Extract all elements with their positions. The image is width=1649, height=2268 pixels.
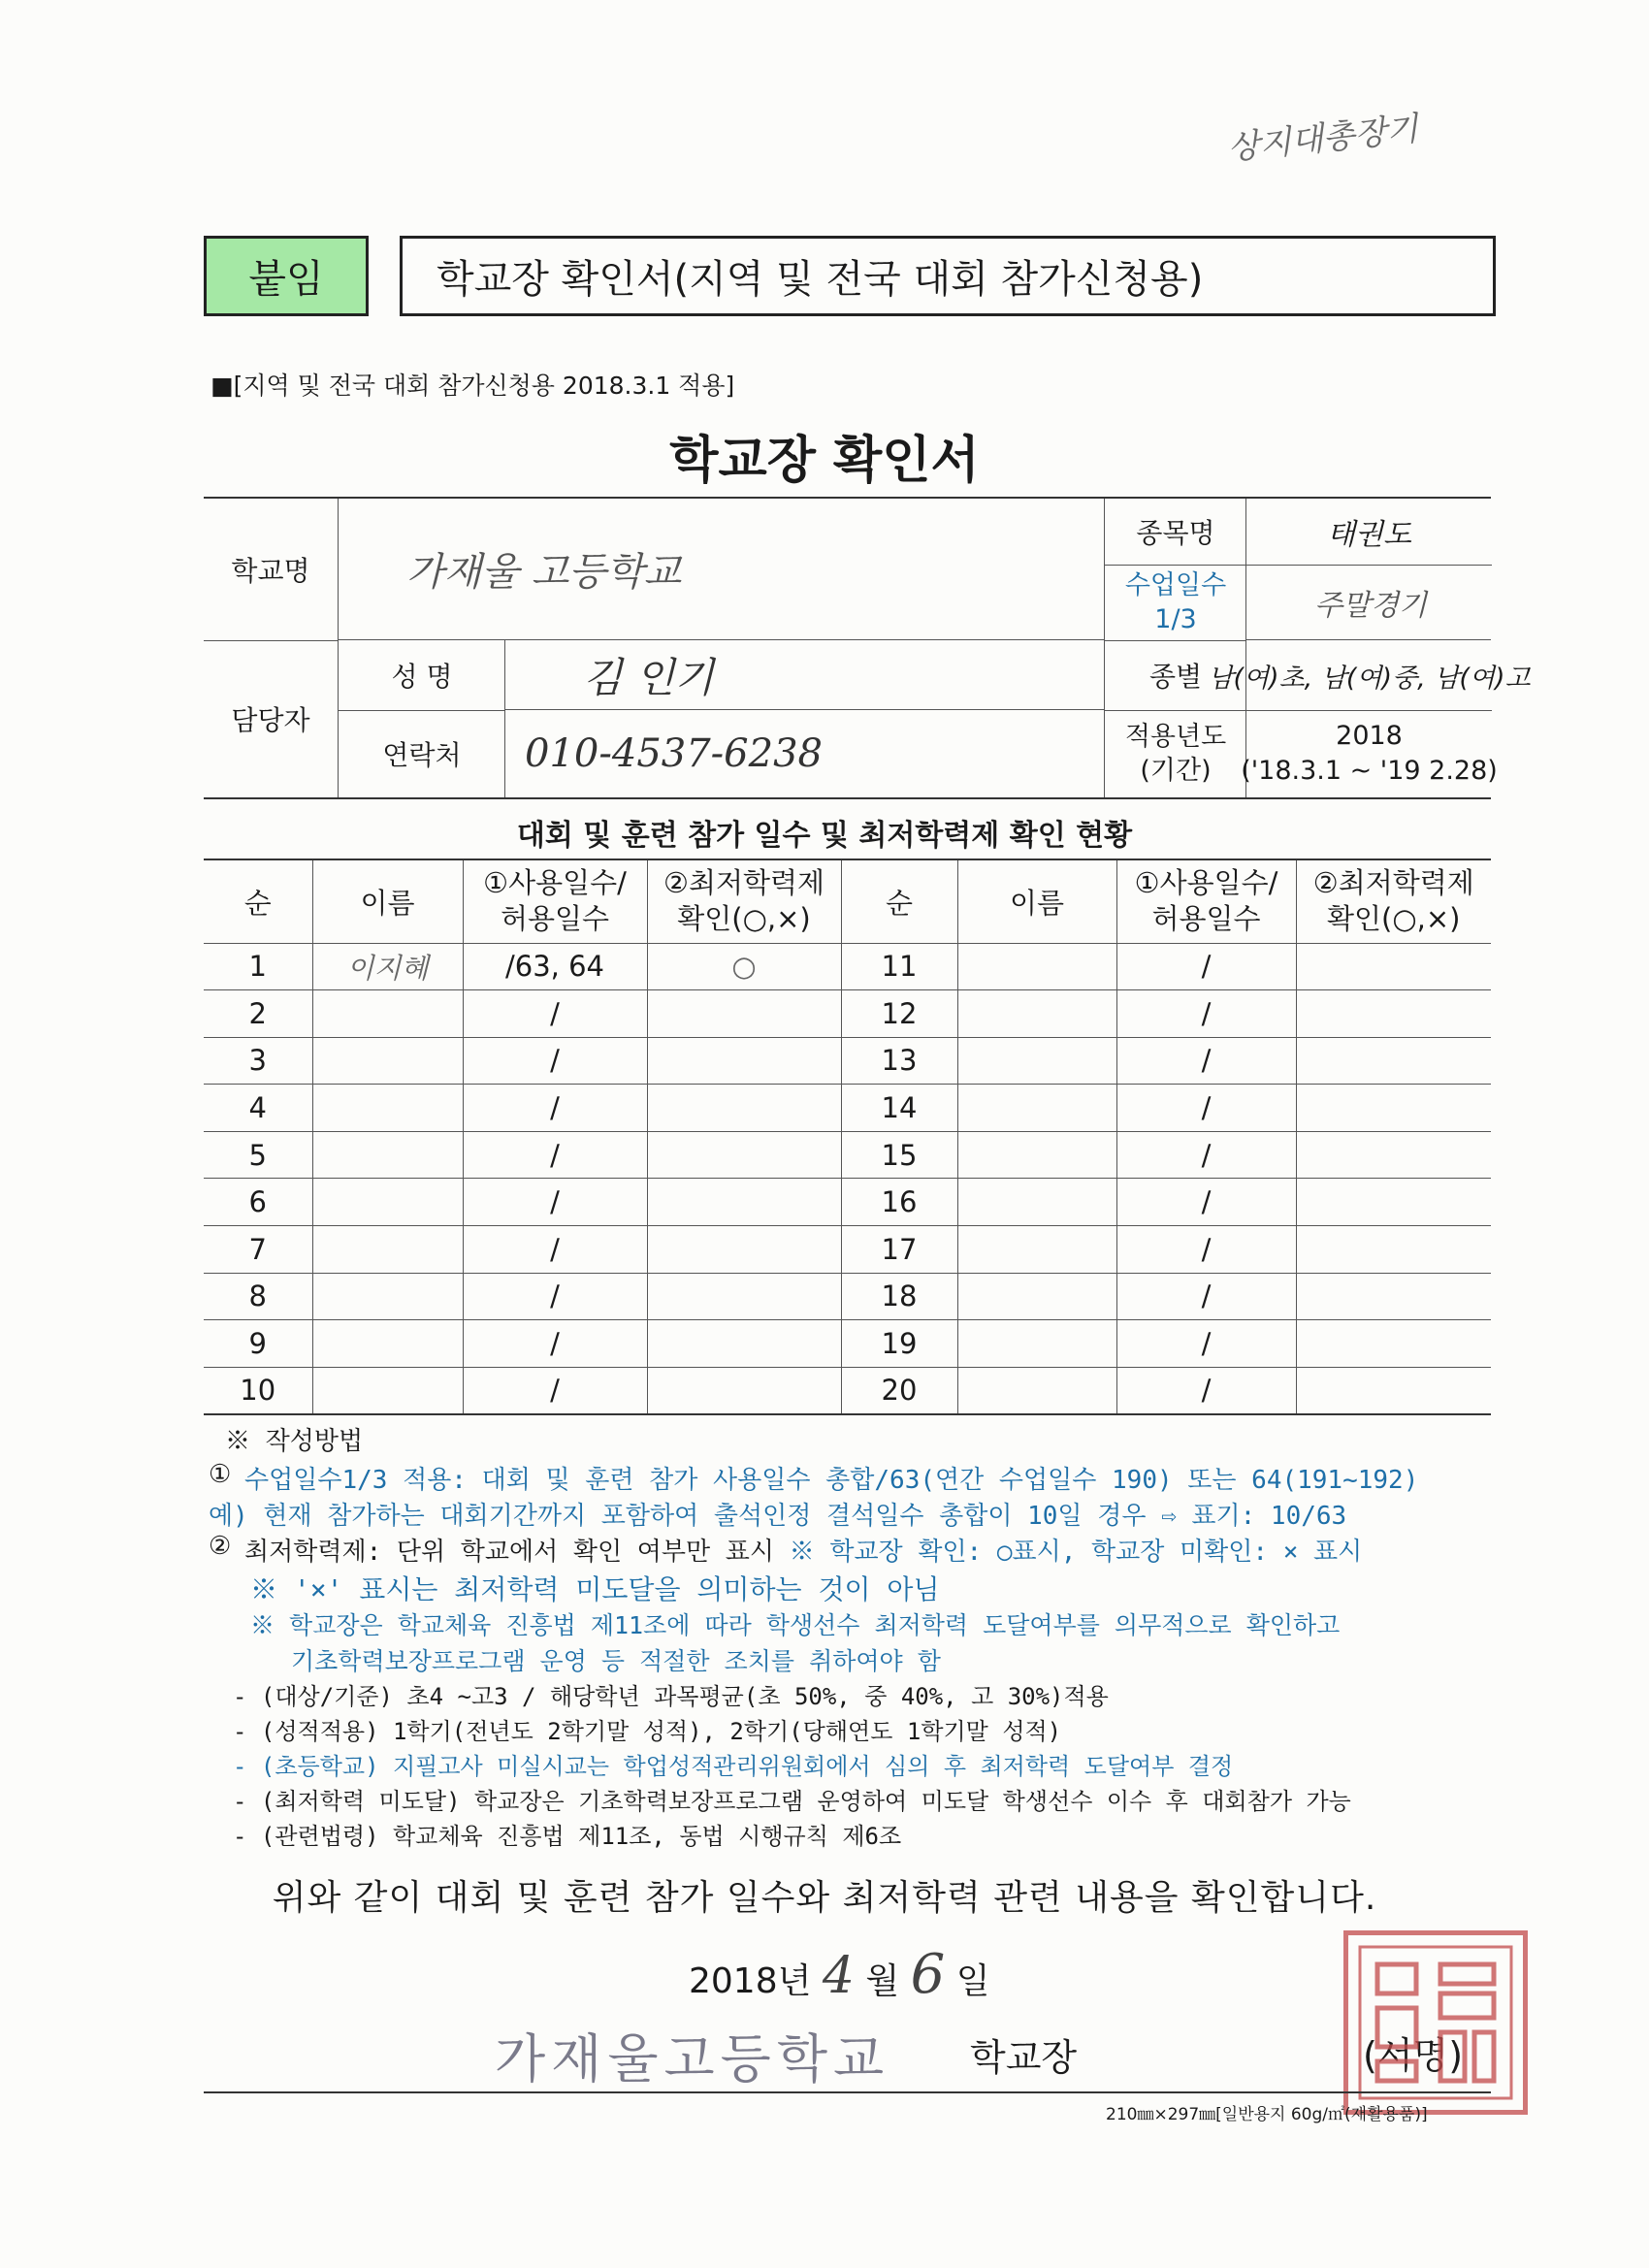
row-days: / xyxy=(463,1179,647,1226)
table-row xyxy=(204,1226,1491,1274)
info-table xyxy=(204,497,1531,799)
col-header-check-right-line1: ②최저학력제 xyxy=(1312,865,1474,899)
note-2 xyxy=(244,1532,1362,1568)
row-name xyxy=(312,1085,463,1132)
name-label: 성 명 xyxy=(338,640,505,711)
col-header-check xyxy=(647,859,841,943)
confirm-statement: 위와 같이 대회 및 훈련 참가 일수와 최저학력 관련 내용을 확인합니다. xyxy=(272,1878,1377,1918)
note-2-marker: ② xyxy=(209,1532,232,1561)
row-days: /63, 64 xyxy=(463,943,647,990)
row-name-right xyxy=(957,1273,1116,1320)
col-header-days-right-line1: ①사용일수/ xyxy=(1134,865,1278,899)
row-days: / xyxy=(463,1037,647,1085)
note-4-line1: ※ 학교장은 학교체육 진흥법 제11조에 따라 학생선수 최저학력 도달여부를 의무적으로 확인하고 xyxy=(250,1611,1341,1639)
row-check xyxy=(647,1179,841,1226)
kind-label: 종별 xyxy=(1104,640,1246,711)
row-days: / xyxy=(463,1085,647,1132)
row-name xyxy=(312,1226,463,1274)
event-label: 종목명 xyxy=(1104,499,1246,566)
row-check xyxy=(647,1273,841,1320)
row-no: 5 xyxy=(204,1131,312,1179)
row-check xyxy=(647,1226,841,1274)
col-header-days-right-line2: 허용일수 xyxy=(1151,902,1261,936)
name-value: 김 인기 xyxy=(504,640,1104,710)
row-name xyxy=(312,1179,463,1226)
row-check: ○ xyxy=(647,943,841,990)
row-check xyxy=(647,1085,841,1132)
principal-label: 학교장 xyxy=(970,2036,1078,2079)
note-1-line1: 수업일수1/3 적용: 대회 및 훈련 참가 사용일수 총합/63(연간 수업일수 190) 또는 64(191~192) xyxy=(244,1466,1419,1495)
date-month-unit: 월 xyxy=(865,1961,900,2001)
school-name-stamp: 가재울고등학교 xyxy=(495,2028,890,2090)
col-header-check-line1: ②최저학력제 xyxy=(663,865,825,899)
row-name-right xyxy=(957,990,1116,1038)
date-month: 4 xyxy=(822,1947,855,2005)
row-days: / xyxy=(463,1273,647,1320)
year-label-line2: (기간) xyxy=(1140,756,1212,786)
contact-value: 010-4537-6238 xyxy=(504,710,1104,797)
row-days-right: / xyxy=(1116,1367,1296,1414)
row-name: 이지혜 xyxy=(312,943,463,990)
date-day-unit: 일 xyxy=(955,1961,990,2001)
row-days: / xyxy=(463,990,647,1038)
year-label-line1: 적용년도 xyxy=(1124,721,1227,752)
row-name-right xyxy=(957,1367,1116,1414)
table-row xyxy=(204,1179,1491,1226)
row-check-right xyxy=(1296,1037,1491,1085)
attachment-badge-label: 붙임 xyxy=(248,257,324,302)
row-days-right: / xyxy=(1116,1226,1296,1274)
row-check-right xyxy=(1296,943,1491,990)
subheader: ■[지역 및 전국 대회 참가신청용 2018.3.1 적용] xyxy=(210,372,735,400)
table-row xyxy=(204,990,1491,1038)
bullet-2: - (성적적용) 1학기(전년도 2학기말 성적), 2학기(당해연도 1학기말 성적) xyxy=(233,1718,1062,1745)
row-check xyxy=(647,1131,841,1179)
row-days-right: / xyxy=(1116,1131,1296,1179)
row-check-right xyxy=(1296,1367,1491,1414)
manager-label: 담당자 xyxy=(231,704,310,736)
note-2-text: 최저학력제: 단위 학교에서 확인 여부만 표시 xyxy=(244,1538,775,1567)
year-label xyxy=(1104,710,1246,797)
row-no: 10 xyxy=(204,1367,312,1414)
notes-heading: ※ 작성방법 xyxy=(225,1427,364,1456)
kind-value: 남(여)초, 남(여)중, 남(여)고 xyxy=(1245,640,1492,711)
row-check xyxy=(647,990,841,1038)
col-header-name-right: 이름 xyxy=(957,859,1116,943)
row-no-right: 19 xyxy=(841,1320,957,1368)
note-3: ※ '×' 표시는 최저학력 미도달을 의미하는 것이 아님 xyxy=(250,1573,940,1605)
year-value-line1: 2018 xyxy=(1336,720,1403,751)
class-days-value: 주말경기 xyxy=(1245,565,1491,640)
row-check-right xyxy=(1296,1320,1491,1368)
header-title: 학교장 확인서(지역 및 전국 대회 참가신청용) xyxy=(436,257,1204,302)
date-day: 6 xyxy=(910,1943,946,2006)
row-name-right xyxy=(957,1085,1116,1132)
col-header-check-right-line2: 확인(○,×) xyxy=(1327,902,1461,936)
row-days-right: / xyxy=(1116,1037,1296,1085)
col-header-check-right xyxy=(1296,859,1491,943)
row-no-right: 14 xyxy=(841,1085,957,1132)
doc-title: 학교장 확인서 xyxy=(669,432,980,490)
col-header-days-line1: ①사용일수/ xyxy=(483,865,627,899)
row-name-right xyxy=(957,1179,1116,1226)
col-header-days-right xyxy=(1116,859,1296,943)
bullet-1: - (대상/기준) 초4 ~고3 / 해당학년 과목평균(초 50%, 중 40%, 고 30%)적용 xyxy=(233,1683,1109,1710)
row-days-right: / xyxy=(1116,943,1296,990)
table-row xyxy=(204,1367,1491,1414)
margin-note: 상지대총장기 xyxy=(1225,109,1420,169)
class-days-label-line1: 수업일수 xyxy=(1124,569,1227,600)
note-1-marker: ① xyxy=(209,1460,232,1489)
school-label: 학교명 xyxy=(204,499,338,641)
row-check-right xyxy=(1296,1131,1491,1179)
note-2-blue: ※ 학교장 확인: ○표시, 학교장 미확인: × 표시 xyxy=(774,1538,1363,1567)
row-name-right xyxy=(957,1131,1116,1179)
sign-label: (서명) xyxy=(1363,2034,1464,2077)
bullet-3: - (초등학교) 지필고사 미실시교는 학업성적관리위원회에서 심의 후 최저학력 도달여부 결정 xyxy=(233,1753,1234,1780)
row-days-right: / xyxy=(1116,1085,1296,1132)
row-days-right: / xyxy=(1116,1273,1296,1320)
row-days-right: / xyxy=(1116,990,1296,1038)
bottom-rule xyxy=(204,2091,1491,2093)
col-header-check-line2: 확인(○,×) xyxy=(677,902,811,936)
date-line xyxy=(689,1943,990,2006)
row-days-right: / xyxy=(1116,1320,1296,1368)
row-check-right xyxy=(1296,1179,1491,1226)
table-header-row xyxy=(204,859,1491,943)
footer-paper-spec: 210㎜×297㎜[일반용지 60g/㎡(재활용품)] xyxy=(1106,2105,1428,2124)
row-no: 1 xyxy=(204,943,312,990)
participation-table xyxy=(204,859,1491,1415)
row-name xyxy=(312,1367,463,1414)
row-check-right xyxy=(1296,990,1491,1038)
row-no-right: 11 xyxy=(841,943,957,990)
row-name-right xyxy=(957,943,1116,990)
table-row xyxy=(204,1131,1491,1179)
row-no: 4 xyxy=(204,1085,312,1132)
table-row xyxy=(204,1320,1491,1368)
col-header-no-right: 순 xyxy=(841,859,957,943)
year-value xyxy=(1241,710,1498,797)
row-check-right xyxy=(1296,1273,1491,1320)
row-name xyxy=(312,1320,463,1368)
row-name-right xyxy=(957,1037,1116,1085)
note-1-line2: 예) 현재 참가하는 대회기간까지 포함하여 출석인정 결석일수 총합이 10일 경우 ⇨ 표기: 10/63 xyxy=(209,1502,1347,1531)
official-seal xyxy=(1343,1930,1528,2115)
row-no-right: 12 xyxy=(841,990,957,1038)
row-days: / xyxy=(463,1367,647,1414)
table-row xyxy=(204,943,1491,990)
section-title: 대회 및 훈련 참가 일수 및 최저학력제 확인 현황 xyxy=(516,819,1133,853)
school-value: 가재울 고등학교 xyxy=(338,499,1104,640)
row-name-right xyxy=(957,1226,1116,1274)
bullet-4: - (최저학력 미도달) 학교장은 기초학력보장프로그램 운영하여 미도달 학생선수 이수 후 대회참가 가능 xyxy=(233,1788,1351,1815)
date-year: 2018년 xyxy=(689,1961,812,2001)
attachment-badge xyxy=(204,236,369,316)
row-name xyxy=(312,1273,463,1320)
col-header-name: 이름 xyxy=(312,859,463,943)
row-no-right: 15 xyxy=(841,1131,957,1179)
row-no: 3 xyxy=(204,1037,312,1085)
contact-label: 연락처 xyxy=(338,710,505,797)
row-no-right: 20 xyxy=(841,1367,957,1414)
row-days-right: / xyxy=(1116,1179,1296,1226)
row-no: 9 xyxy=(204,1320,312,1368)
row-name xyxy=(312,1037,463,1085)
row-name-right xyxy=(957,1320,1116,1368)
col-header-days-line2: 허용일수 xyxy=(500,902,610,936)
row-days: / xyxy=(463,1226,647,1274)
row-no: 2 xyxy=(204,990,312,1038)
row-name xyxy=(312,1131,463,1179)
header-title-box xyxy=(400,236,1496,316)
row-check-right xyxy=(1296,1226,1491,1274)
row-days: / xyxy=(463,1320,647,1368)
row-no-right: 13 xyxy=(841,1037,957,1085)
row-no: 8 xyxy=(204,1273,312,1320)
col-header-days xyxy=(463,859,647,943)
row-days: / xyxy=(463,1131,647,1179)
bullet-5: - (관련법령) 학교체육 진흥법 제11조, 동법 시행규칙 제6조 xyxy=(233,1823,902,1850)
row-no-right: 17 xyxy=(841,1226,957,1274)
class-days-label xyxy=(1104,565,1246,641)
table-row xyxy=(204,1037,1491,1085)
row-check xyxy=(647,1320,841,1368)
row-no: 7 xyxy=(204,1226,312,1274)
year-value-line2: ('18.3.1 ~ '19 2.28) xyxy=(1241,756,1498,786)
table-row xyxy=(204,1085,1491,1132)
row-check-right xyxy=(1296,1085,1491,1132)
event-value: 태권도 xyxy=(1245,499,1492,566)
row-check xyxy=(647,1037,841,1085)
table-row xyxy=(204,1273,1491,1320)
seal-pattern-icon xyxy=(1348,1935,1523,2110)
row-name xyxy=(312,990,463,1038)
col-header-no: 순 xyxy=(204,859,312,943)
row-check xyxy=(647,1367,841,1414)
row-no-right: 16 xyxy=(841,1179,957,1226)
row-no-right: 18 xyxy=(841,1273,957,1320)
note-4-line2: 기초학력보장프로그램 운영 등 적절한 조치를 취하여야 함 xyxy=(291,1647,941,1675)
class-days-label-line2: 1/3 xyxy=(1154,604,1197,634)
row-no: 6 xyxy=(204,1179,312,1226)
